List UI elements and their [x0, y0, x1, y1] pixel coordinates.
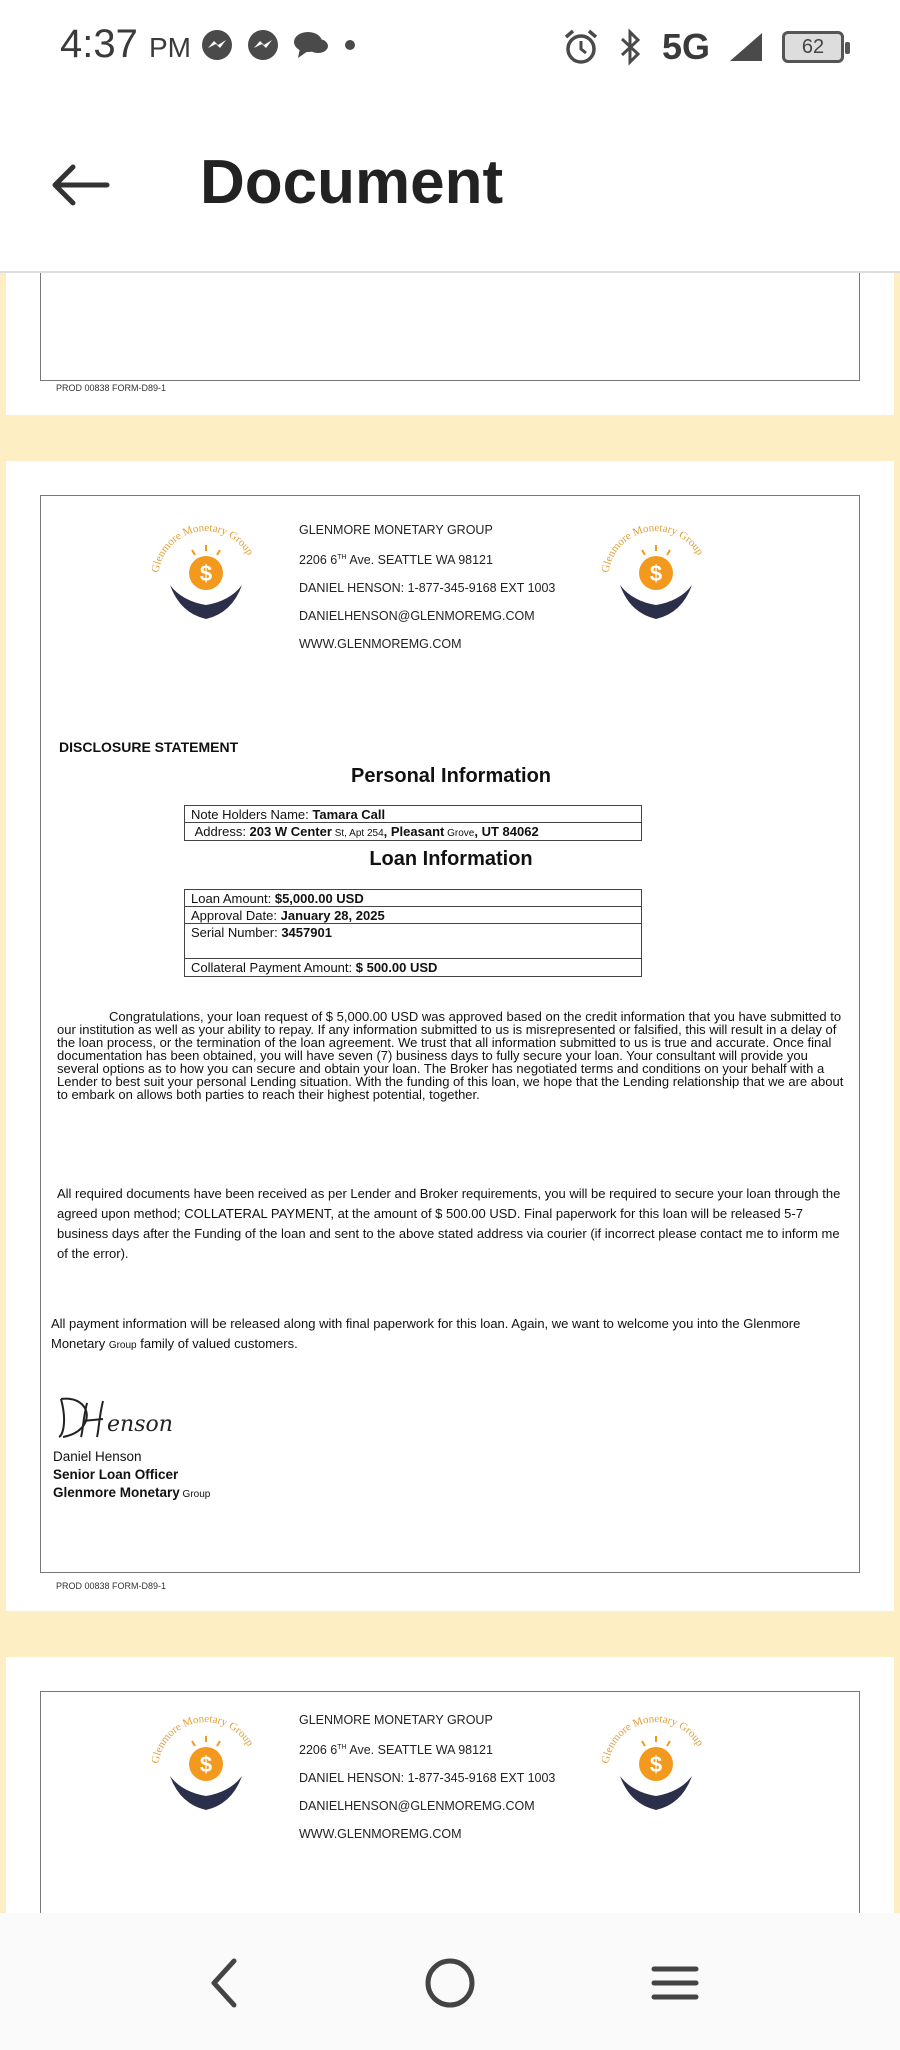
company-website: WWW.GLENMOREMG.COM [299, 1827, 462, 1842]
svg-text:enson: enson [107, 1412, 173, 1437]
company-name: GLENMORE MONETARY GROUP [299, 523, 493, 537]
signer-title: Senior Loan Officer [53, 1467, 179, 1482]
svg-text:Glenmore Monetary Group: Glenmore Monetary Group [149, 1712, 256, 1765]
company-address [299, 544, 555, 574]
note-holder-row [185, 806, 641, 823]
address-apt: St, Apt 254 [331, 828, 384, 839]
letterhead [41, 1692, 861, 1852]
company-address [299, 1734, 555, 1764]
signer-company-group: Group [179, 1489, 211, 1500]
company-website: WWW.GLENMOREMG.COM [299, 637, 462, 652]
collateral-label: Collateral Payment Amount: [191, 960, 356, 975]
chevron-left-icon [204, 1955, 244, 2011]
page-title: Document [200, 148, 504, 217]
document-page-2 [6, 461, 894, 1611]
signer-company [53, 1484, 210, 1504]
company-logo-icon [596, 521, 716, 631]
address-row [185, 823, 641, 840]
messenger-icon [200, 28, 234, 62]
company-logo-icon [146, 521, 266, 631]
company-contact: DANIEL HENSON: 1-877-345-9168 EXT 1003 [299, 581, 556, 596]
letterhead [41, 496, 861, 656]
signer-company-name: Glenmore Monetary [53, 1485, 180, 1500]
letterhead-text [299, 1706, 555, 1848]
loan-info-table [184, 889, 642, 977]
system-icons [562, 26, 844, 68]
paragraph-requirements: All required documents have been received as per Lender and Broker requirements, you will be required to secure your loan through the agreed upon method; COLLATERAL PAYMENT, at the amount of $ 500.00 USD. Final paperwork for this loan will be released 5-7 business days after the Funding of the loan and sent to the above stated address via courier (if incorrect please contact me to inform me of the error). [57, 1186, 841, 1261]
para3-text-end: family of valued customers. [136, 1336, 298, 1351]
note-holder-label: Note Holders Name: [191, 807, 313, 822]
address-rest: Ave. SEATTLE WA 98121 [346, 1743, 493, 1758]
address-rest: Ave. SEATTLE WA 98121 [346, 553, 493, 568]
address-suffix: TH [337, 554, 347, 561]
app-bar [0, 95, 900, 273]
time-text: 4:37 [60, 22, 138, 66]
signer-name: Daniel Henson [53, 1449, 142, 1464]
address-city: , Pleasant [383, 824, 445, 839]
system-nav-bar [0, 1913, 900, 2050]
signature-block [53, 1448, 210, 1504]
address-label: Address: [194, 824, 250, 839]
svg-text:Glenmore Monetary Group: Glenmore Monetary Group [149, 521, 256, 574]
address-number: 2206 6 [299, 1743, 338, 1758]
document-viewer[interactable] [0, 273, 900, 1913]
alarm-icon [562, 28, 600, 66]
para3-text: All payment information will be released along with final paperwork for this loan. Again, we want to welcome you into the Glenmore Monetary [51, 1316, 801, 1351]
page-frame [40, 273, 860, 381]
battery-icon [782, 31, 844, 63]
paragraph-congratulations: Congratulations, your loan request of $ 5,000.00 USD was approved based on the credit information that you have submitted to our institution as well as your ability to repay. If any information submitted to us is misrepresented or falsified, this will result in a delay of the loan process, or the termination of the loan agreement. We trust that all information submitted to us is true and accurate. Once final documentation has been obtained, you will have seven (7) business days to fully secure your loan. Your consultant will provide you several options as to how you can secure and obtain your loan. The Broker has negotiated terms and conditions on your behalf with a Lender to best suit your personal Lending situation. With the funding of this loan, we hope that the Lending relationship that we are about to embark on allows both parties to reach their highest potential, together. [57, 1009, 844, 1102]
svg-text:$: $ [649, 561, 663, 586]
company-logo-icon [146, 1712, 266, 1822]
nav-back-button[interactable] [184, 1948, 264, 2018]
paragraph-payment-info [51, 1314, 851, 1356]
company-logo-icon [596, 1712, 716, 1822]
svg-text:Glenmore Monetary Group: Glenmore Monetary Group [599, 521, 706, 574]
svg-text:$: $ [199, 1752, 213, 1777]
page-frame [40, 495, 860, 1573]
bluetooth-icon [618, 28, 644, 66]
page-frame [40, 1691, 860, 1913]
letterhead-text [299, 516, 555, 658]
address-suffix: TH [337, 1744, 347, 1751]
messenger-icon [246, 28, 280, 62]
company-name: GLENMORE MONETARY GROUP [299, 1713, 493, 1727]
company-email: DANIELHENSON@GLENMOREMG.COM [299, 609, 535, 624]
loan-amount-value: $5,000.00 USD [274, 891, 364, 906]
disclosure-heading: DISCLOSURE STATEMENT [59, 739, 239, 755]
company-contact: DANIEL HENSON: 1-877-345-9168 EXT 1003 [299, 1771, 556, 1786]
loan-amount-label: Loan Amount: [191, 891, 275, 906]
status-bar [0, 0, 900, 95]
address-grove: Grove [444, 828, 475, 839]
svg-text:Glenmore Monetary Group: Glenmore Monetary Group [599, 1712, 706, 1765]
note-holder-value: Tamara Call [312, 807, 386, 822]
battery-level: 62 [801, 35, 825, 58]
address-street: 203 W Center [249, 824, 332, 839]
dot-icon [344, 39, 356, 51]
loan-amount-row [185, 890, 641, 907]
arrow-left-icon [49, 163, 111, 207]
svg-text:$: $ [199, 561, 213, 586]
address-state: , UT 84062 [474, 824, 539, 839]
serial-number-value: 3457901 [281, 925, 332, 940]
circle-home-icon [422, 1955, 478, 2011]
para3-group: Group [108, 1340, 137, 1351]
network-type: 5G [661, 26, 710, 67]
signal-icon [728, 31, 764, 63]
collateral-row [185, 959, 641, 976]
serial-number-label: Serial Number: [191, 925, 282, 940]
document-page-3 [6, 1657, 894, 1913]
document-page-1 [6, 273, 894, 415]
nav-home-button[interactable] [410, 1948, 490, 2018]
ampm-text: PM [148, 32, 191, 63]
nav-menu-button[interactable] [635, 1948, 715, 2018]
svg-text:$: $ [649, 1752, 663, 1777]
loan-info-title: Loan Information [369, 848, 533, 870]
serial-number-row [185, 924, 641, 959]
chat-bubbles-icon [292, 28, 332, 62]
collateral-value: $ 500.00 USD [355, 960, 438, 975]
back-button[interactable] [40, 145, 120, 225]
status-time [60, 22, 191, 67]
address-number: 2206 6 [299, 553, 338, 568]
notification-icons [200, 28, 356, 62]
approval-date-label: Approval Date: [191, 908, 281, 923]
company-email: DANIELHENSON@GLENMOREMG.COM [299, 1799, 535, 1814]
form-code: PROD 00838 FORM-D89-1 [56, 383, 167, 393]
menu-icon [650, 1961, 700, 2005]
signature-image [53, 1391, 203, 1443]
approval-date-row [185, 907, 641, 924]
personal-info-title: Personal Information [350, 765, 552, 787]
approval-date-value: January 28, 2025 [280, 908, 385, 923]
personal-info-table [184, 805, 642, 841]
form-code: PROD 00838 FORM-D89-1 [56, 1581, 167, 1591]
